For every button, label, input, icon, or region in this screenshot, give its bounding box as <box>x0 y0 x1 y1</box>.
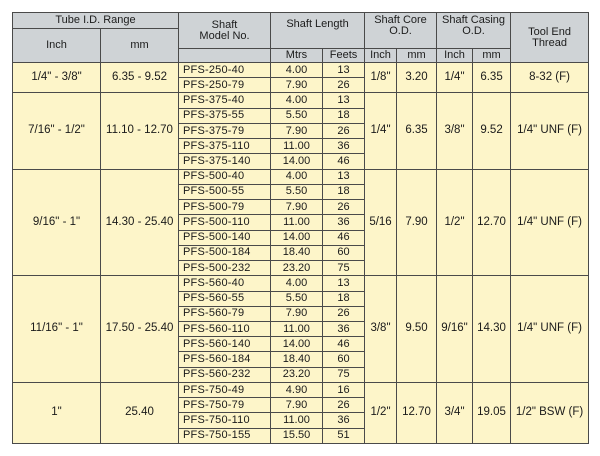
header-core-mm: mm <box>397 49 437 63</box>
feets-cell: 13 <box>323 63 365 78</box>
mtrs-cell: 15.50 <box>271 428 323 443</box>
feets-cell: 46 <box>323 230 365 245</box>
tube-inch-cell: 9/16" - 1" <box>13 169 101 276</box>
feets-cell: 51 <box>323 428 365 443</box>
mtrs-cell: 18.40 <box>271 352 323 367</box>
core-inch-cell: 1/2" <box>365 382 397 443</box>
thread-cell: 1/4" UNF (F) <box>511 276 589 383</box>
feets-cell: 36 <box>323 413 365 428</box>
feets-cell: 60 <box>323 352 365 367</box>
mtrs-cell: 7.90 <box>271 398 323 413</box>
casing-inch-cell: 1/4" <box>437 63 473 93</box>
model-cell: PFS-560-140 <box>179 337 271 352</box>
mtrs-cell: 14.00 <box>271 230 323 245</box>
mtrs-cell: 5.50 <box>271 184 323 199</box>
mtrs-cell: 11.00 <box>271 215 323 230</box>
tube-inch-cell: 1/4" - 3/8" <box>13 63 101 93</box>
header-core-inch: Inch <box>365 49 397 63</box>
table-row <box>13 169 589 184</box>
model-cell: PFS-560-184 <box>179 352 271 367</box>
header-tool-end-line2: Thread <box>532 36 567 49</box>
mtrs-cell: 11.00 <box>271 321 323 336</box>
feets-cell: 26 <box>323 200 365 215</box>
casing-mm-cell: 12.70 <box>473 169 511 276</box>
mtrs-cell: 4.00 <box>271 63 323 78</box>
header-model-spacer <box>179 49 271 63</box>
mtrs-cell: 5.50 <box>271 291 323 306</box>
tube-mm-cell: 25.40 <box>101 382 179 443</box>
header-tube-inch: Inch <box>13 29 101 63</box>
model-cell: PFS-250-40 <box>179 63 271 78</box>
header-tool-end-line1: Tool End <box>528 25 571 38</box>
feets-cell: 60 <box>323 245 365 260</box>
casing-mm-cell: 9.52 <box>473 93 511 169</box>
model-cell: PFS-500-232 <box>179 261 271 276</box>
core-inch-cell: 1/4" <box>365 93 397 169</box>
feets-cell: 16 <box>323 382 365 397</box>
header-shaft-core <box>365 13 437 49</box>
model-cell: PFS-560-55 <box>179 291 271 306</box>
header-shaft-core-line2: O.D. <box>389 25 412 37</box>
table-row <box>13 276 589 291</box>
thread-cell: 8-32 (F) <box>511 63 589 93</box>
core-mm-cell: 3.20 <box>397 63 437 93</box>
model-cell: PFS-500-110 <box>179 215 271 230</box>
tube-mm-cell: 11.10 - 12.70 <box>101 93 179 169</box>
tube-mm-cell: 6.35 - 9.52 <box>101 63 179 93</box>
model-cell: PFS-375-40 <box>179 93 271 108</box>
mtrs-cell: 7.90 <box>271 306 323 321</box>
casing-inch-cell: 3/4" <box>437 382 473 443</box>
core-mm-cell: 9.50 <box>397 276 437 383</box>
header-casing-mm: mm <box>473 49 511 63</box>
core-inch-cell: 5/16 <box>365 169 397 276</box>
table-row <box>13 93 589 108</box>
table-row <box>13 63 589 78</box>
model-cell: PFS-375-110 <box>179 139 271 154</box>
feets-cell: 26 <box>323 123 365 138</box>
spec-table-container <box>12 12 588 444</box>
model-cell: PFS-375-140 <box>179 154 271 169</box>
feets-cell: 18 <box>323 291 365 306</box>
feets-cell: 26 <box>323 78 365 93</box>
tube-inch-cell: 1" <box>13 382 101 443</box>
mtrs-cell: 7.90 <box>271 123 323 138</box>
feets-cell: 46 <box>323 154 365 169</box>
mtrs-cell: 23.20 <box>271 367 323 382</box>
feets-cell: 36 <box>323 321 365 336</box>
feets-cell: 26 <box>323 398 365 413</box>
model-cell: PFS-560-110 <box>179 321 271 336</box>
header-tool-end-thread <box>511 13 589 63</box>
thread-cell: 1/4" UNF (F) <box>511 169 589 276</box>
mtrs-cell: 4.90 <box>271 382 323 397</box>
header-feets: Feets <box>323 49 365 63</box>
model-cell: PFS-560-232 <box>179 367 271 382</box>
feets-cell: 13 <box>323 93 365 108</box>
core-inch-cell: 3/8" <box>365 276 397 383</box>
feets-cell: 18 <box>323 184 365 199</box>
header-shaft-length: Shaft Length <box>271 13 365 49</box>
mtrs-cell: 11.00 <box>271 139 323 154</box>
header-casing-inch: Inch <box>437 49 473 63</box>
model-cell: PFS-250-79 <box>179 78 271 93</box>
casing-inch-cell: 3/8" <box>437 93 473 169</box>
casing-mm-cell: 14.30 <box>473 276 511 383</box>
model-cell: PFS-750-79 <box>179 398 271 413</box>
header-shaft-casing-line2: O.D. <box>462 25 485 37</box>
model-cell: PFS-500-79 <box>179 200 271 215</box>
feets-cell: 75 <box>323 261 365 276</box>
header-shaft-casing-line1: Shaft Casing <box>442 14 506 26</box>
feets-cell: 75 <box>323 367 365 382</box>
model-cell: PFS-500-40 <box>179 169 271 184</box>
model-cell: PFS-560-40 <box>179 276 271 291</box>
header-shaft-model-line2: Model No. <box>199 29 250 42</box>
tube-mm-cell: 17.50 - 25.40 <box>101 276 179 383</box>
mtrs-cell: 23.20 <box>271 261 323 276</box>
casing-inch-cell: 1/2" <box>437 169 473 276</box>
tube-inch-cell: 11/16" - 1" <box>13 276 101 383</box>
table-body <box>13 63 589 444</box>
casing-inch-cell: 9/16" <box>437 276 473 383</box>
core-mm-cell: 12.70 <box>397 382 437 443</box>
feets-cell: 18 <box>323 108 365 123</box>
thread-cell: 1/4" UNF (F) <box>511 93 589 169</box>
mtrs-cell: 4.00 <box>271 276 323 291</box>
table-row <box>13 382 589 397</box>
model-cell: PFS-750-155 <box>179 428 271 443</box>
mtrs-cell: 4.00 <box>271 169 323 184</box>
feets-cell: 36 <box>323 139 365 154</box>
mtrs-cell: 14.00 <box>271 337 323 352</box>
casing-mm-cell: 19.05 <box>473 382 511 443</box>
casing-mm-cell: 6.35 <box>473 63 511 93</box>
mtrs-cell: 7.90 <box>271 200 323 215</box>
model-cell: PFS-500-140 <box>179 230 271 245</box>
header-mtrs: Mtrs <box>271 49 323 63</box>
header-tube-mm: mm <box>101 29 179 63</box>
core-inch-cell: 1/8" <box>365 63 397 93</box>
mtrs-cell: 7.90 <box>271 78 323 93</box>
feets-cell: 46 <box>323 337 365 352</box>
mtrs-cell: 18.40 <box>271 245 323 260</box>
tube-inch-cell: 7/16" - 1/2" <box>13 93 101 169</box>
feets-cell: 13 <box>323 169 365 184</box>
model-cell: PFS-375-79 <box>179 123 271 138</box>
feets-cell: 26 <box>323 306 365 321</box>
feets-cell: 13 <box>323 276 365 291</box>
table-header <box>13 13 589 63</box>
core-mm-cell: 7.90 <box>397 169 437 276</box>
core-mm-cell: 6.35 <box>397 93 437 169</box>
shaft-spec-table <box>12 12 589 444</box>
header-shaft-core-line1: Shaft Core <box>374 14 427 26</box>
header-tube-id-range: Tube I.D. Range <box>13 13 179 29</box>
header-shaft-casing <box>437 13 511 49</box>
model-cell: PFS-500-55 <box>179 184 271 199</box>
model-cell: PFS-500-184 <box>179 245 271 260</box>
thread-cell: 1/2" BSW (F) <box>511 382 589 443</box>
model-cell: PFS-375-55 <box>179 108 271 123</box>
model-cell: PFS-560-79 <box>179 306 271 321</box>
tube-mm-cell: 14.30 - 25.40 <box>101 169 179 276</box>
mtrs-cell: 5.50 <box>271 108 323 123</box>
model-cell: PFS-750-110 <box>179 413 271 428</box>
header-shaft-model <box>179 13 271 49</box>
model-cell: PFS-750-49 <box>179 382 271 397</box>
mtrs-cell: 11.00 <box>271 413 323 428</box>
feets-cell: 36 <box>323 215 365 230</box>
mtrs-cell: 4.00 <box>271 93 323 108</box>
mtrs-cell: 14.00 <box>271 154 323 169</box>
header-shaft-model-line1: Shaft <box>211 18 238 31</box>
